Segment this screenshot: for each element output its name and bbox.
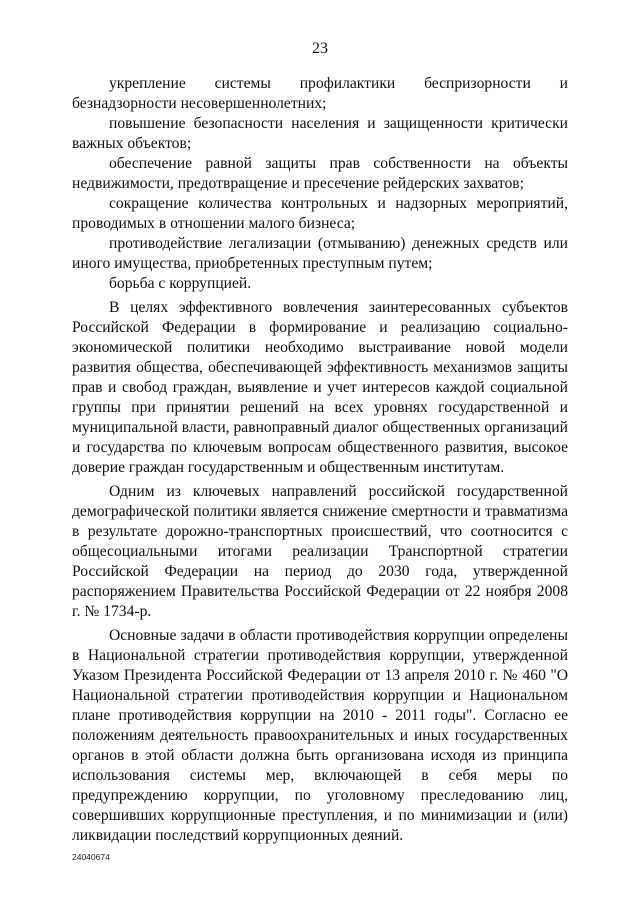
- page-number: 23: [312, 40, 328, 57]
- paragraph-civic-engagement: В целях эффективного вовлечения заинтересованных субъектов Российской Федерации в формирование и реализацию социально-экономической политики необходимо выстраивание новой модели развития общества, обеспечивающей эффективность механизмов защиты прав и свобод граждан, выявление и учет интересов каждой социальной группы при принятии решений на всех уровнях государственной и муниципальной власти, равноправный диалог общественных организаций и государства по ключевым вопросам общественного развития, высокое доверие граждан государственным и общественным институтам.: [72, 299, 568, 476]
- paragraph-item-4: сокращение количества контрольных и надзорных мероприятий, проводимых в отношении малого бизнеса;: [72, 195, 568, 232]
- paragraph-demographic-policy: Одним из ключевых направлений российской государственной демографической политики является снижение смертности и травматизма в результате дорожно-транспортных происшествий, что соотносится с общесоциальными итогами реализации Транспортной стратегии Российской Федерации на период до 2030 года, утвержденной распоряжением Правительства Российской Федерации от 22 ноября 2008 г. № 1734-р.: [72, 483, 568, 620]
- document-code: 24040674: [72, 852, 110, 862]
- paragraph-item-3: обеспечение равной защиты прав собственности на объекты недвижимости, предотвращение и пресечение рейдерских захватов;: [72, 155, 568, 192]
- paragraph-item-1: укрепление системы профилактики беспризорности и безнадзорности несовершеннолетних;: [72, 75, 568, 112]
- document-body: [72, 74, 568, 846]
- paragraph-anticorruption-strategy: Основные задачи в области противодействия коррупции определены в Национальной стратегии противодействия коррупции, утвержденной Указом Президента Российской Федерации от 13 апреля 2010 г. № 460 "О Национальной стратегии противодействия коррупции и Национальном плане противодействия коррупции на 2010 - 2011 годы". Согласно ее положениям деятельность правоохранительных и иных государственных органов в этой области должна быть организована исходя из принципа использования системы мер, включающей в себя меры по предупреждению коррупции, по уголовному преследованию лиц, совершивших коррупционные преступления, и по минимизации и (или) ликвидации последствий коррупционных деяний.: [72, 627, 568, 844]
- paragraph-item-2: повышение безопасности населения и защищенности критически важных объектов;: [72, 115, 568, 152]
- paragraph-item-5: противодействие легализации (отмыванию) денежных средств или иного имущества, приобретенных преступным путем;: [72, 235, 568, 272]
- paragraph-item-6: борьба с коррупцией.: [109, 275, 252, 292]
